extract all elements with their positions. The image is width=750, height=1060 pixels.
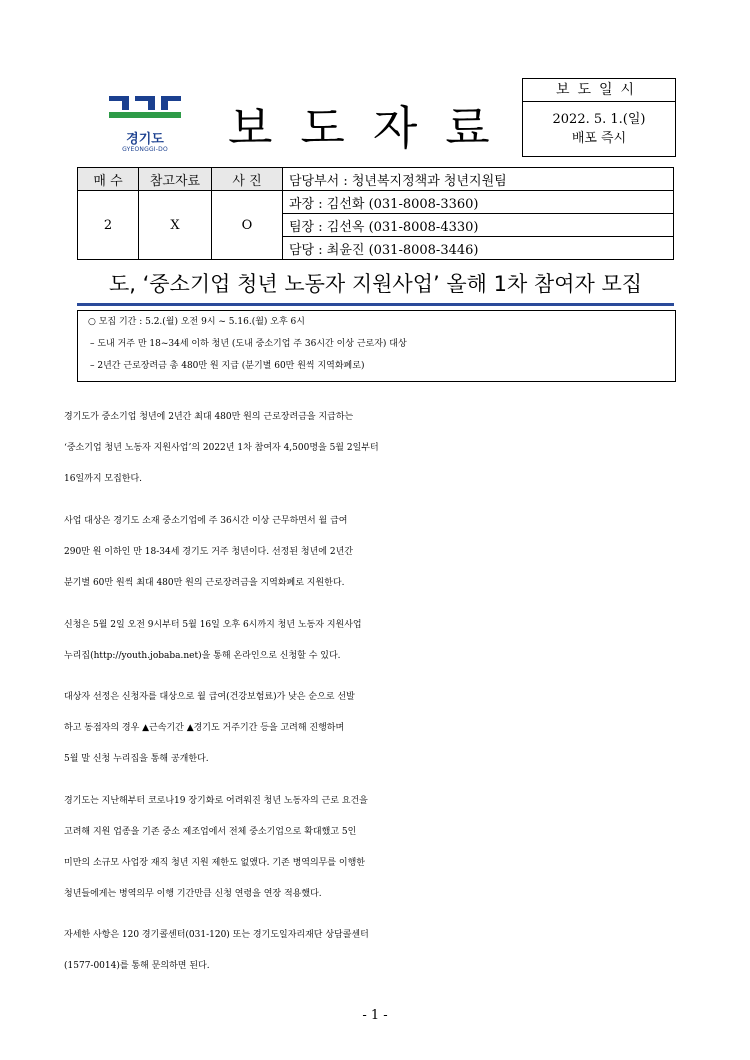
paragraph-line: 청년들에게는 병역의무 이행 기간만큼 신청 연령을 연장 적용했다.	[64, 889, 322, 899]
paragraph-3	[64, 610, 688, 672]
paragraph-line: 고려해 지원 업종을 기존 중소 제조업에서 전체 중소기업으로 확대했고 5인	[64, 827, 357, 837]
page-title: 보도자료	[228, 101, 518, 155]
department: 담당부서 : 청년복지정책과 청년지원팀	[283, 168, 674, 191]
headline: 도, ‘중소기업 청년 노동자 지원사업’ 올해 1차 참여자 모집	[108, 272, 643, 296]
summary-benefit: – 2년간 근로장려금 총 480만 원 지급 (분기별 60만 원씩 지역화폐로)	[90, 361, 365, 371]
release-timing: 배포 즉시	[571, 131, 627, 146]
summary-eligibility: – 도내 거주 만 18~34세 이하 청년 (도내 중소기업 주 36시간 이상 근로자) 대상	[90, 339, 407, 349]
paragraph-1	[64, 402, 688, 495]
gyeonggi-logo	[105, 92, 185, 162]
page-number: - 1 -	[362, 1008, 388, 1023]
paragraph-line: 분기별 60만 원씩 최대 480만 원의 근로장려금을 지역화폐로 지원한다.	[64, 578, 345, 588]
logo-name: 경기도	[126, 132, 164, 147]
logo-subtitle: GYEONGGI-DO	[122, 146, 168, 153]
paragraph-line: 사업 대상은 경기도 소재 중소기업에 주 36시간 이상 근무하면서 월 급여	[64, 516, 348, 526]
paragraph-6	[64, 920, 688, 982]
header-pages: 매 수	[78, 168, 139, 191]
release-date-label: 보도일시	[523, 79, 675, 102]
paragraph-5	[64, 786, 688, 910]
gyeonggi-logo-mark-icon	[105, 92, 185, 128]
summary-period: ○ 모집 기간 : 5.2.(월) 오전 9시 ~ 5.16.(월) 오후 6시	[88, 317, 305, 327]
paragraph-line: 하고 동점자의 경우 ▲근속기간 ▲경기도 거주기간 등을 고려해 진행하며	[64, 723, 345, 733]
value-pages: 2	[78, 191, 139, 260]
header-photos: 사 진	[212, 168, 283, 191]
contact-staff: 담당 : 최윤진 (031-8008-3446)	[283, 237, 674, 260]
paragraph-line: 16일까지 모집한다.	[64, 474, 143, 484]
paragraph-line: ‘중소기업 청년 노동자 지원사업’의 2022년 1차 참여자 4,500명을 5월 2일부터	[64, 443, 379, 453]
paragraph-4	[64, 682, 688, 775]
paragraph-line: 신청은 5월 2일 오전 9시부터 5월 16일 오후 6시까지 청년 노동자 지원사업	[64, 620, 362, 630]
paragraph-line: 누리집(http://youth.jobaba.net)을 통해 온라인으로 신청할 수 있다.	[64, 651, 341, 661]
value-photos: O	[212, 191, 283, 260]
summary-box	[77, 310, 676, 382]
paragraph-line: 5월 말 신청 누리집을 통해 공개한다.	[64, 754, 209, 764]
paragraph-line: 미만의 소규모 사업장 재직 청년 지원 제한도 없앴다. 기존 병역의무를 이행한	[64, 858, 365, 868]
contact-director: 과장 : 김선화 (031-8008-3360)	[283, 191, 674, 214]
headline-rule	[77, 303, 674, 306]
value-references: X	[139, 191, 212, 260]
paragraph-2	[64, 506, 688, 599]
paragraph-line: 경기도가 중소기업 청년에 2년간 최대 480만 원의 근로장려금을 지급하는	[64, 412, 354, 422]
paragraph-line: (1577-0014)를 통해 문의하면 된다.	[64, 961, 210, 971]
header-references: 참고자료	[139, 168, 212, 191]
release-date: 2022. 5. 1.(일)	[552, 112, 646, 127]
contact-team-leader: 팀장 : 김선옥 (031-8008-4330)	[283, 214, 674, 237]
release-date-box	[522, 78, 676, 157]
paragraph-line: 대상자 선정은 신청자를 대상으로 월 급여(건강보험료)가 낮은 순으로 선발	[64, 692, 355, 702]
paragraph-line: 경기도는 지난해부터 코로나19 장기화로 어려워진 청년 노동자의 근로 요건을	[64, 796, 368, 806]
paragraph-line: 자세한 사항은 120 경기콜센터(031-120) 또는 경기도일자리재단 상담콜센터	[64, 930, 369, 940]
info-table	[77, 167, 674, 260]
paragraph-line: 290만 원 이하인 만 18-34세 경기도 거주 청년이다. 선정된 청년에 2년간	[64, 547, 353, 557]
